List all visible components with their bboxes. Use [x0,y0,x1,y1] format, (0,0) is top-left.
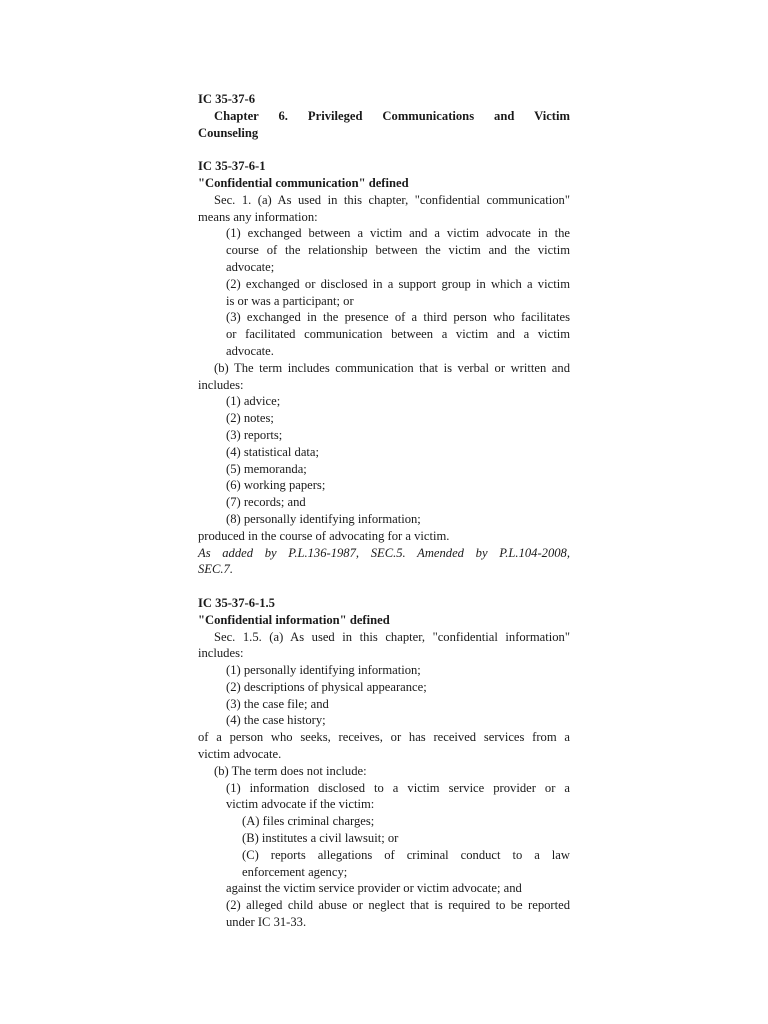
list-item: (4) the case history; [226,713,326,728]
section-1-5-b2-line2: under IC 31-33. [226,915,307,930]
section-1-item3-line3: advocate. [226,343,274,358]
spacer [198,578,570,595]
section-1-5-after-a-line2: victim advocate. [198,747,282,762]
list-item: (1) advice; [226,394,281,409]
section-1-5-para-b: (b) The term does not include: [214,763,367,778]
section-1-history-line1: As added by P.L.136-1987, SEC.5. Amended by P.L.104-2008, [198,545,570,560]
section-1-item1-line3: advocate; [226,259,275,274]
spacer [198,141,570,158]
section-1-item3-line2: or facilitated communication between a victim and a victim [226,327,570,342]
chapter-title-line1: Chapter 6. Privileged Communications and Victim [214,108,570,123]
section-1-5-b1-line2: victim advocate if the victim: [226,797,375,812]
section-1-5-para-a-line1: Sec. 1.5. (a) As used in this chapter, "confidential information" [214,629,570,644]
section-1-para-b-line2: includes: [198,377,244,392]
section-1-5-heading: "Confidential information" defined [198,612,390,627]
section-1-history-line2: SEC.7. [198,562,233,577]
section-1-para-a-line1: Sec. 1. (a) As used in this chapter, "confidential communication" [214,192,570,207]
section-1-5-after-sub: against the victim service provider or victim advocate; and [226,881,522,896]
section-1-5-sub-b: (B) institutes a civil lawsuit; or [242,831,399,846]
section-1-para-b-line1: (b) The term includes communication that is verbal or written and [214,360,570,375]
list-item: (2) descriptions of physical appearance; [226,679,427,694]
section-1-item3-line1: (3) exchanged in the presence of a third person who facilitates [226,310,570,325]
section-1-item2-line1: (2) exchanged or disclosed in a support group in which a victim [226,276,570,291]
list-item: (2) notes; [226,411,274,426]
section-1-5-para-a-line2: includes: [198,646,244,661]
section-1-5-code: IC 35-37-6-1.5 [198,595,275,610]
section-1-5-sub-c-line1: (C) reports allegations of criminal conduct to a law [242,847,570,862]
list-item: (3) the case file; and [226,696,329,711]
section-1-code: IC 35-37-6-1 [198,159,266,174]
section-1-heading: "Confidential communication" defined [198,175,409,190]
section-1-5-sub-a: (A) files criminal charges; [242,814,375,829]
section-1-5-sub-c-line2: enforcement agency; [242,864,348,879]
section-1-item1-line1: (1) exchanged between a victim and a victim advocate in the [226,226,570,241]
section-1-5-after-a-line1: of a person who seeks, receives, or has received services from a [198,730,570,745]
chapter-title-line2: Counseling [198,125,259,140]
section-1-5-b1-line1: (1) information disclosed to a victim service provider or a [226,780,570,795]
list-item: (1) personally identifying information; [226,663,421,678]
list-item: (7) records; and [226,495,306,510]
section-1-para-a-line2: means any information: [198,209,318,224]
chapter-code: IC 35-37-6 [198,92,256,106]
section-1-closing: produced in the course of advocating for a victim. [198,528,450,543]
list-item: (6) working papers; [226,478,326,493]
document-page [198,91,570,931]
section-1-item1-line2: course of the relationship between the victim and the victim [226,243,570,258]
list-item: (4) statistical data; [226,444,320,459]
section-1-5-b2-line1: (2) alleged child abuse or neglect that is required to be reported [226,898,570,913]
list-item: (5) memoranda; [226,461,307,476]
list-item: (3) reports; [226,427,283,442]
list-item: (8) personally identifying information; [226,511,421,526]
section-1-item2-line2: is or was a participant; or [226,293,354,308]
